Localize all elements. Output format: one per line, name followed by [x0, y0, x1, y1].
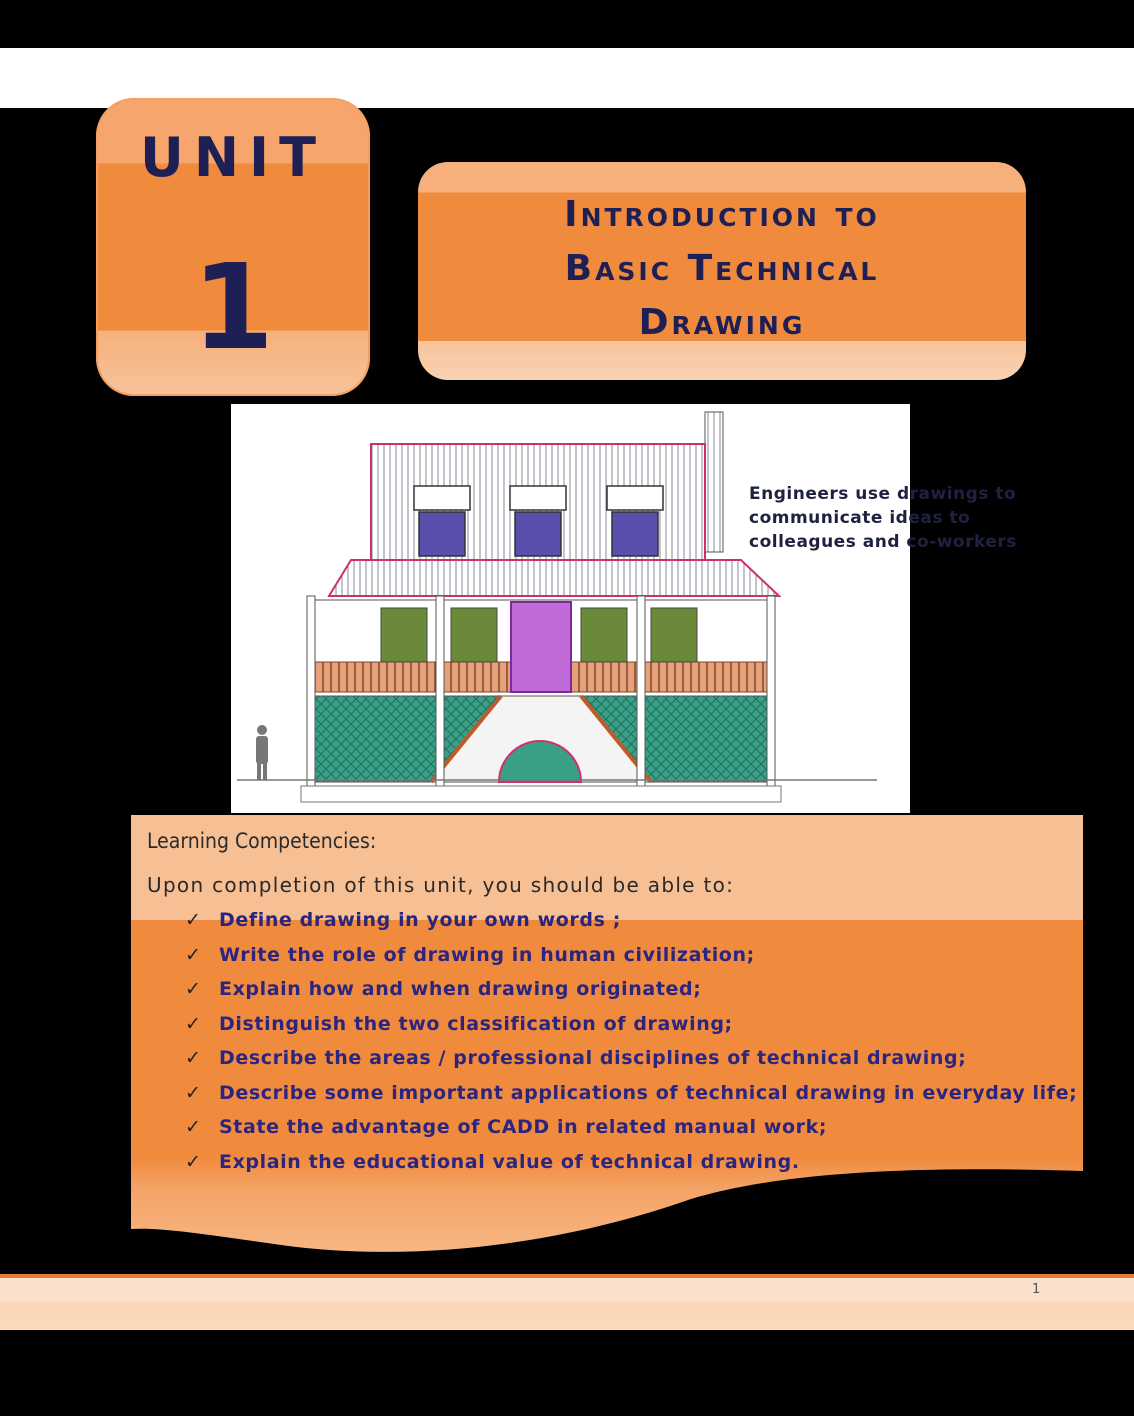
list-item-text: Describe some important applications of technical drawing in everyday life; — [219, 1081, 1078, 1104]
list-item — [185, 1080, 1077, 1115]
list-item-text: State the advantage of CADD in related manual work; — [219, 1116, 828, 1138]
list-item-text: Describe the areas / professional disciplines of technical drawing; — [219, 1047, 967, 1069]
title-banner — [418, 162, 1026, 380]
title-line-2: Basic Technical — [564, 248, 880, 289]
title-line-1: Introduction to — [564, 194, 880, 235]
unit-label: UNIT — [140, 126, 326, 189]
competencies-intro: Upon completion of this unit, you should be able to: — [147, 873, 735, 897]
list-item-text: Define drawing in your own words ; — [219, 909, 621, 931]
competencies-heading: Learning Competencies: — [147, 829, 377, 853]
list-item — [185, 907, 1077, 942]
list-item — [185, 1045, 1077, 1080]
checkmark-icon: ✓ — [185, 1116, 202, 1138]
list-item — [185, 1149, 1077, 1184]
checkmark-icon: ✓ — [185, 943, 202, 966]
list-item — [185, 1114, 1077, 1149]
list-item — [185, 976, 1077, 1011]
list-item-text: Write the role of drawing in human civilization; — [219, 943, 755, 966]
competencies-list — [185, 907, 1077, 1183]
figure-caption: Engineers use drawings to communicate ideas to colleagues and co-workers — [749, 484, 1017, 552]
page-number: 1 — [1032, 1282, 1041, 1297]
checkmark-icon: ✓ — [185, 978, 202, 1000]
list-item — [185, 1011, 1077, 1046]
unit-number: 1 — [191, 238, 275, 376]
list-item-text: Distinguish the two classification of drawing; — [219, 1012, 733, 1035]
checkmark-icon: ✓ — [185, 1081, 202, 1104]
learning-competencies-panel — [131, 815, 1083, 1263]
checkmark-icon: ✓ — [185, 1047, 202, 1069]
house-elevation-illustration — [231, 404, 910, 813]
checkmark-icon: ✓ — [185, 909, 202, 931]
house-elevation-drawing — [231, 404, 910, 813]
list-item-text: Explain how and when drawing originated; — [219, 978, 702, 1000]
unit-badge — [96, 98, 370, 396]
list-item-text: Explain the educational value of technical drawing. — [219, 1150, 800, 1173]
checkmark-icon: ✓ — [185, 1150, 202, 1173]
title-line-3: Drawing — [638, 302, 806, 343]
page-title — [418, 188, 1026, 350]
checkmark-icon: ✓ — [185, 1012, 202, 1035]
list-item — [185, 942, 1077, 977]
footer-band — [0, 1278, 1134, 1330]
